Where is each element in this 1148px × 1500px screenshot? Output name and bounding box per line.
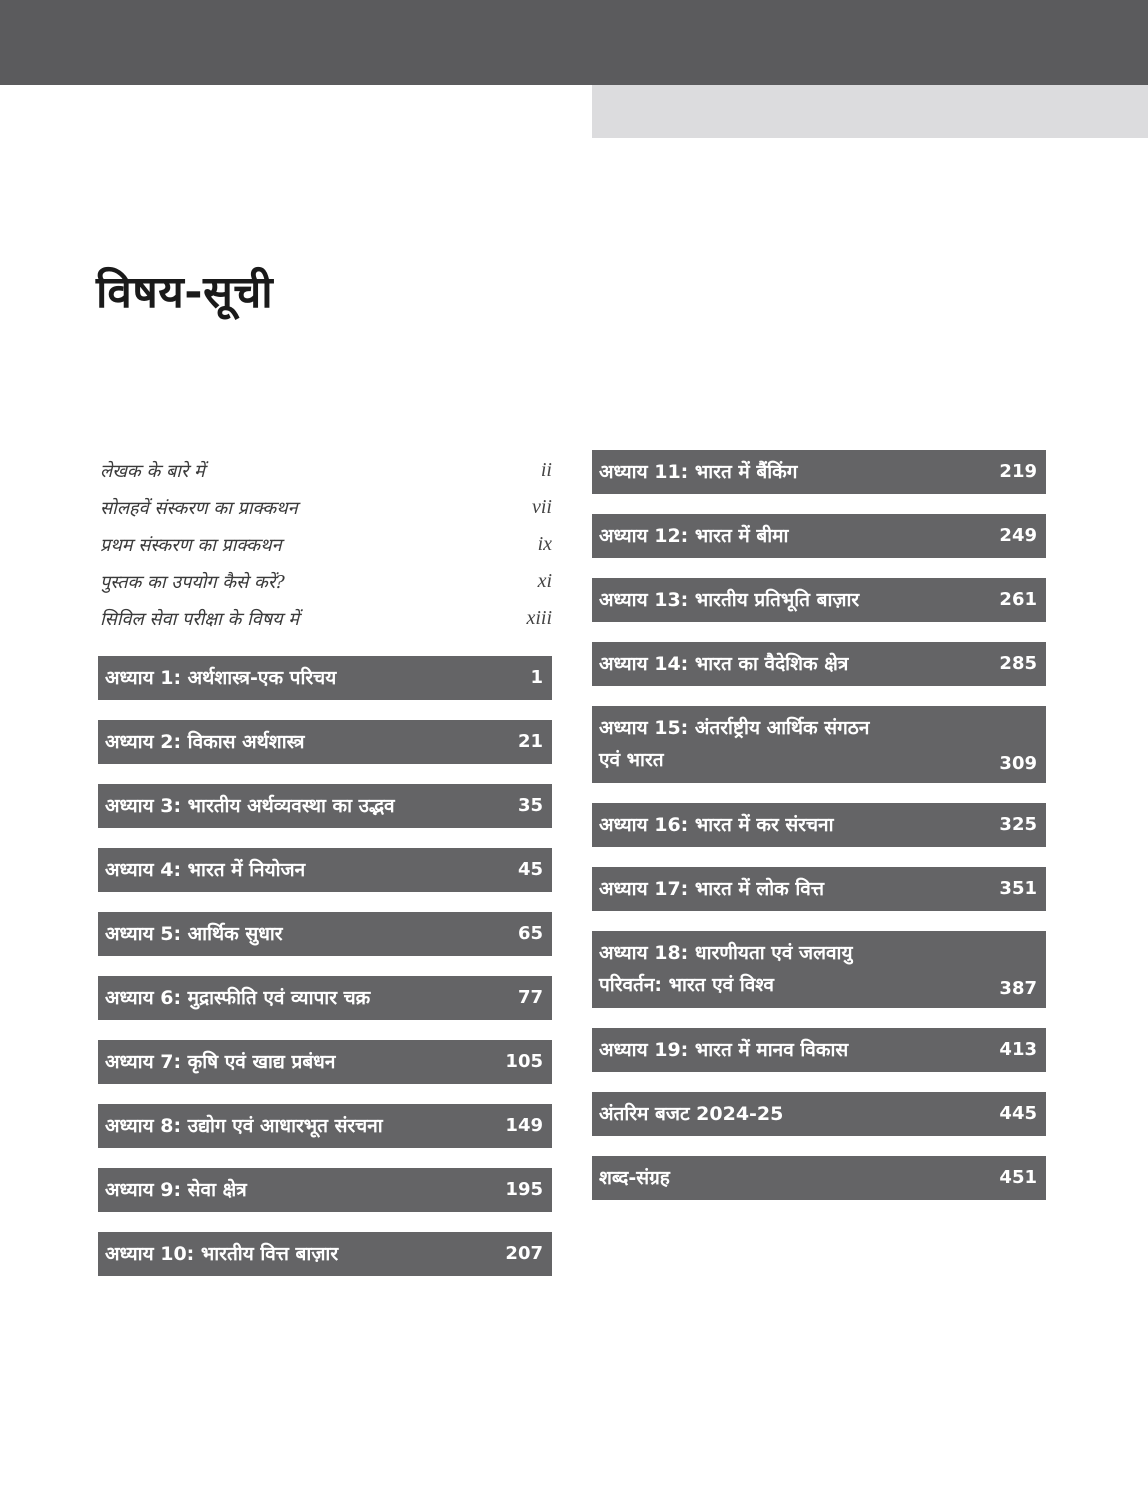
prelim-item-first-preface[interactable]: [100, 526, 552, 563]
glossary[interactable]: [592, 1156, 1046, 1200]
chapter-title: अंतरिम बजट 2024-25: [599, 1103, 784, 1125]
chapter-list-right: [592, 450, 1046, 1220]
prelim-label: लेखक के बारे में: [100, 460, 205, 482]
interim-budget[interactable]: [592, 1092, 1046, 1136]
chapter-page: 35: [517, 795, 543, 816]
chapter-title: अध्याय 4: भारत में नियोजन: [105, 859, 306, 881]
chapter-page: 149: [505, 1115, 543, 1136]
chapter-16[interactable]: [592, 803, 1046, 847]
chapter-page: 445: [999, 1103, 1037, 1124]
chapter-title: अध्याय 16: भारत में कर संरचना: [599, 814, 834, 836]
prelim-list: [100, 452, 552, 637]
prelim-page: ii: [540, 459, 552, 481]
prelim-label: सोलहवें संस्करण का प्राक्कथन: [100, 497, 298, 519]
chapter-title: अध्याय 17: भारत में लोक वित्त: [599, 878, 824, 900]
chapter-11[interactable]: [592, 450, 1046, 494]
chapter-title: अध्याय 10: भारतीय वित्त बाज़ार: [105, 1243, 339, 1265]
chapter-title: अध्याय 14: भारत का वैदेशिक क्षेत्र: [599, 653, 849, 675]
prelim-item-how-to-use[interactable]: [100, 563, 552, 600]
chapter-page: 351: [999, 878, 1037, 899]
chapter-page: 21: [517, 731, 543, 752]
chapter-15[interactable]: [592, 706, 1046, 783]
chapter-page: 285: [999, 653, 1037, 674]
chapter-title: अध्याय 2: विकास अर्थशास्त्र: [105, 731, 305, 753]
chapter-12[interactable]: [592, 514, 1046, 558]
chapter-7[interactable]: [98, 1040, 552, 1084]
prelim-label: प्रथम संस्करण का प्राक्कथन: [100, 534, 282, 556]
header-band: [0, 0, 1148, 85]
chapter-page: 77: [517, 987, 543, 1008]
chapter-page: 219: [999, 461, 1037, 482]
chapter-page: 387: [999, 978, 1037, 999]
chapter-page: 325: [999, 814, 1037, 835]
chapter-page: 413: [999, 1039, 1037, 1060]
chapter-9[interactable]: [98, 1168, 552, 1212]
chapter-title: अध्याय 11: भारत में बैंकिंग: [599, 461, 798, 483]
chapter-page: 105: [505, 1051, 543, 1072]
page-title: विषय-सूची: [96, 267, 274, 318]
chapter-title: अध्याय 12: भारत में बीमा: [599, 525, 789, 547]
prelim-label: पुस्तक का उपयोग कैसे करें?: [100, 571, 285, 593]
chapter-14[interactable]: [592, 642, 1046, 686]
chapter-title: अध्याय 5: आर्थिक सुधार: [105, 923, 283, 945]
chapter-title: अध्याय 3: भारतीय अर्थव्यवस्था का उद्भव: [105, 795, 395, 817]
chapter-4[interactable]: [98, 848, 552, 892]
chapter-page: 195: [505, 1179, 543, 1200]
chapter-list-left: [98, 656, 552, 1296]
chapter-page: 249: [999, 525, 1037, 546]
chapter-5[interactable]: [98, 912, 552, 956]
chapter-title: अध्याय 8: उद्योग एवं आधारभूत संरचना: [105, 1115, 383, 1137]
chapter-1[interactable]: [98, 656, 552, 700]
prelim-page: vii: [532, 496, 552, 518]
chapter-17[interactable]: [592, 867, 1046, 911]
chapter-title: अध्याय 18: धारणीयता एवं जलवायु परिवर्तन: भारत एवं विश्व: [599, 942, 853, 996]
prelim-page: ix: [537, 533, 552, 555]
chapter-title: अध्याय 9: सेवा क्षेत्र: [105, 1179, 247, 1201]
chapter-title: अध्याय 6: मुद्रास्फीति एवं व्यापार चक्र: [105, 987, 371, 1009]
chapter-title: अध्याय 7: कृषि एवं खाद्य प्रबंधन: [105, 1051, 336, 1073]
chapter-8[interactable]: [98, 1104, 552, 1148]
chapter-page: 261: [999, 589, 1037, 610]
chapter-title: अध्याय 13: भारतीय प्रतिभूति बाज़ार: [599, 589, 860, 611]
chapter-13[interactable]: [592, 578, 1046, 622]
prelim-item-sixteenth-preface[interactable]: [100, 489, 552, 526]
chapter-10[interactable]: [98, 1232, 552, 1276]
prelim-item-civil-services[interactable]: [100, 600, 552, 637]
chapter-page: 65: [517, 923, 543, 944]
chapter-3[interactable]: [98, 784, 552, 828]
chapter-title: अध्याय 15: अंतर्राष्ट्रीय आर्थिक संगठन एवं भारत: [599, 717, 870, 771]
chapter-6[interactable]: [98, 976, 552, 1020]
chapter-page: 207: [505, 1243, 543, 1264]
chapter-title: अध्याय 19: भारत में मानव विकास: [599, 1039, 849, 1061]
chapter-2[interactable]: [98, 720, 552, 764]
chapter-title: अध्याय 1: अर्थशास्त्र-एक परिचय: [105, 667, 337, 689]
prelim-label: सिविल सेवा परीक्षा के विषय में: [100, 608, 300, 630]
prelim-page: xiii: [526, 607, 552, 629]
chapter-18[interactable]: [592, 931, 1046, 1008]
prelim-page: xi: [537, 570, 552, 592]
chapter-page: 45: [517, 859, 543, 880]
prelim-item-about-author[interactable]: [100, 452, 552, 489]
chapter-19[interactable]: [592, 1028, 1046, 1072]
chapter-page: 451: [999, 1167, 1037, 1188]
chapter-title: शब्द-संग्रह: [599, 1167, 670, 1189]
header-tab: [592, 85, 1148, 138]
chapter-page: 1: [530, 667, 543, 688]
chapter-page: 309: [999, 753, 1037, 774]
